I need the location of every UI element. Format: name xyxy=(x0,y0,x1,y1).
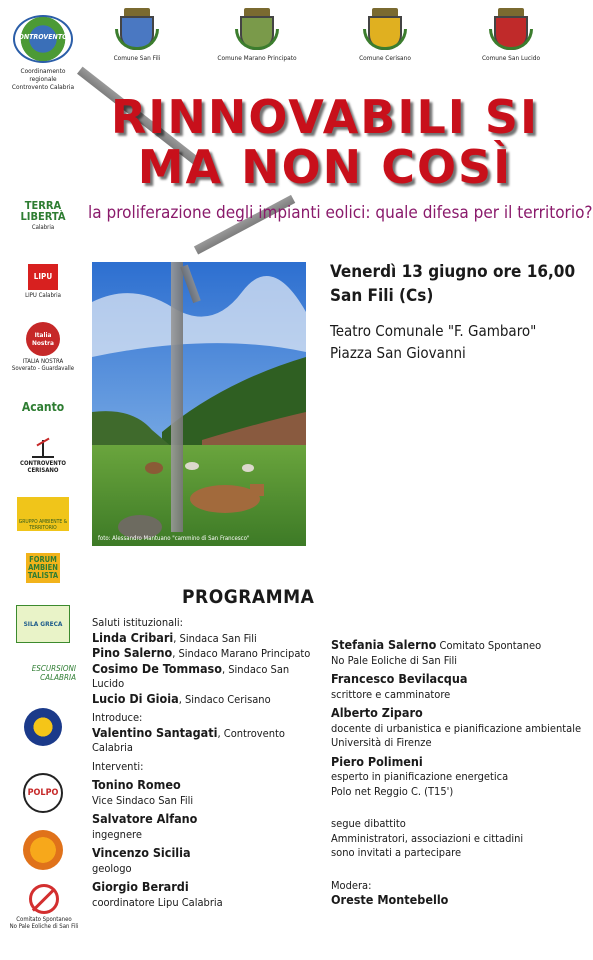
title-line-2: MA NON COSÌ xyxy=(137,140,513,194)
shield-icon xyxy=(119,8,155,52)
sun-badge-icon xyxy=(24,708,62,746)
controvento-logo-icon xyxy=(13,15,73,63)
turbine-tower xyxy=(171,262,183,532)
acanto-logo: Acanto xyxy=(21,400,65,414)
speaker-row: Valentino Santagati, Controvento Calabria xyxy=(92,724,285,754)
controvento-cerisano-logo: CONTROVENTO CERISANO xyxy=(8,438,78,474)
programma-heading: PROGRAMMA xyxy=(182,586,315,608)
event-datetime xyxy=(330,260,575,308)
cows-landscape-image xyxy=(92,262,306,546)
speaker-row: Pino Salerno, Sindaco Marano Principato xyxy=(92,645,311,660)
terra-liberta-logo: TERRA LIBERTÀ Calabria xyxy=(20,199,66,231)
speaker-row: Alberto Ziparo docente di urbanistica e pianificazione ambientale Università di Firenze xyxy=(331,705,582,749)
interventi-label: Interventi: xyxy=(92,759,144,773)
forum-ambientalista-logo: FORUM AMBIENTALISTA xyxy=(8,553,78,583)
logo-text: ONTROVENTO xyxy=(18,33,68,41)
orange-badge-logo xyxy=(8,830,78,870)
modera-label: Modera: xyxy=(331,878,372,892)
no-turbine-icon xyxy=(29,884,59,914)
round-badge-logo xyxy=(8,708,78,746)
speaker-row: Francesco Bevilacqua scrittore e camminatore xyxy=(331,671,468,701)
crest-caption: Comune San Fili xyxy=(113,54,161,62)
event-date: Venerdì 13 giugno ore 16,00 xyxy=(330,262,576,282)
crest-cerisano xyxy=(340,8,430,62)
speaker-row: Lucio Di Gioia, Sindaco Cerisano xyxy=(92,690,271,706)
crest-caption: Comune Marano Principato xyxy=(217,54,297,62)
logo-caption: Coordinamento regionale Controvento Calabria xyxy=(11,67,75,91)
speaker-row: Piero Polimeni esperto in pianificazione energetica Polo net Reggio C. (T15') xyxy=(331,753,509,798)
crest-san-lucido xyxy=(466,8,556,62)
programma-right-column xyxy=(331,638,589,909)
subtitle: la proliferazione degli impianti eolici: quale difesa per il territorio? xyxy=(88,203,593,223)
speaker-row: Cosimo De Tommaso, Sindaco San Lucido xyxy=(92,660,290,690)
event-place: San Fili (Cs) xyxy=(330,286,434,306)
speaker-row: Giorgio Berardi coordinatore Lipu Calabria xyxy=(92,879,223,909)
speaker-row: Salvatore Alfano ingegnere xyxy=(92,811,198,841)
introduce-label: Introduce: xyxy=(92,711,143,724)
turbine-icon xyxy=(32,438,54,458)
dibattito-line: sono invitati a partecipare xyxy=(331,846,462,859)
event-venue xyxy=(330,320,536,364)
venue-square: Piazza San Giovanni xyxy=(330,344,466,362)
controvento-logo xyxy=(10,15,76,91)
lipu-logo: LIPU LIPU Calabria xyxy=(8,264,78,299)
crest-marano-principato xyxy=(212,8,302,62)
dibattito-line: Amministratori, associazioni e cittadini xyxy=(331,831,524,845)
speaker-row: Stefania Salerno Comitato Spontaneo No Pale Eoliche di San Fili xyxy=(331,637,542,667)
saluti-label: Saluti istituzionali: xyxy=(92,616,183,629)
crest-caption: Comune Cerisano xyxy=(359,54,411,62)
venue-name: Teatro Comunale "F. Gambaro" xyxy=(330,322,537,340)
sila-greca-logo: SILA GRECA xyxy=(8,605,78,643)
speaker-row: Linda Cribari, Sindaca San Fili xyxy=(92,629,257,645)
escursioni-calabria-logo: ESCURSIONI CALABRIA xyxy=(31,664,76,682)
moderator-name: Oreste Montebello xyxy=(331,892,449,907)
crest-caption: Comune San Lucido xyxy=(481,54,541,62)
shield-icon xyxy=(493,8,529,52)
programma-left-column xyxy=(92,616,322,910)
title-line-1: RINNOVABILI SI xyxy=(110,90,540,144)
speaker-row: Tonino Romeo Vice Sindaco San Fili xyxy=(92,777,194,807)
crest-san-fili xyxy=(92,8,182,62)
dibattito-line: segue dibattito xyxy=(331,817,406,830)
speaker-row: Vincenzo Sicilia geologo xyxy=(92,845,191,875)
polpo-logo: POLPO xyxy=(8,773,78,813)
photo-credit: foto: Alessandro Mantuano "cammino di San Francesco" xyxy=(98,535,250,542)
shield-icon xyxy=(367,8,403,52)
italia-nostra-logo: Italia Nostra ITALIA NOSTRA Soverato - Guardavalle xyxy=(8,322,78,372)
no-pale-eoliche-logo: Comitato Spontaneo No Pale Eoliche di San Fili xyxy=(2,884,86,930)
sun-badge-icon xyxy=(23,830,63,870)
gruppo-ambiente-logo: GRUPPO AMBIENTE & TERRITORIO xyxy=(8,497,78,531)
landscape-photo xyxy=(92,262,306,546)
shield-icon xyxy=(239,8,275,52)
